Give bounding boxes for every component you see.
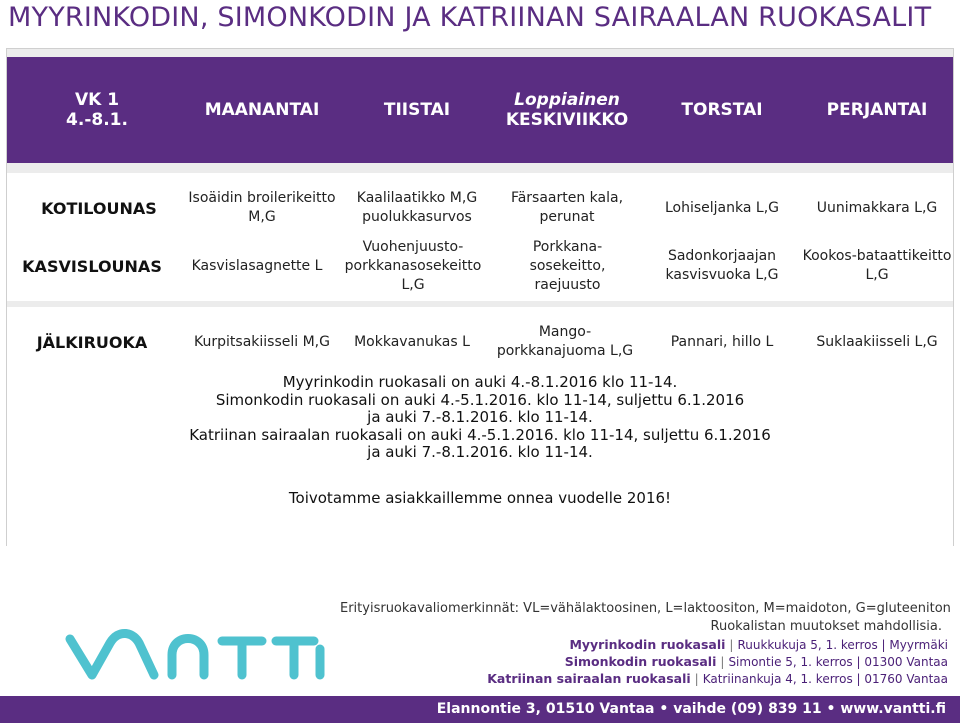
week-header [27, 57, 167, 163]
row-label: KOTILOUNAS [41, 198, 157, 218]
greeting: Toivotamme asiakkaillemme onnea vuodelle 2016! [288, 488, 672, 507]
menu-cell: Kasvislasagnette L [191, 257, 323, 274]
week-number: VK 1 [74, 90, 120, 110]
location-myyrinkoti: Myyrinkodin ruokasali | Ruukkukuja 5, 1. kerros | Myyrmäki [569, 637, 948, 652]
contact-bar [0, 696, 960, 723]
day-monday: MAANANTAI [204, 100, 320, 120]
menu-cell: Kookos-bataattikeitto L,G [802, 248, 952, 283]
row-label: KASVISLOUNAS [22, 256, 162, 276]
day-tuesday: TIISTAI [383, 100, 451, 120]
table-row-kasvislounas [7, 231, 953, 301]
menu-cell: Uunimakkara L,G [816, 199, 938, 216]
location-name: Katriinan sairaalan ruokasali [487, 671, 691, 686]
menu-cell: Sadonkorjaajan kasvisvuoka L,G [665, 248, 779, 283]
info-line: Katriinan sairaalan ruokasali on auki 4.-5.1.2016. klo 11-14, suljettu 6.1.2016 [189, 425, 771, 444]
menu-cell: Isoäidin broilerikeitto M,G [188, 190, 336, 225]
footer-notes [340, 600, 951, 636]
menu-cell: Mango-porkkanajuoma L,G [496, 324, 634, 359]
menu-cell: Pannari, hillo L [670, 333, 774, 350]
location-katriina: Katriinan sairaalan ruokasali | Katriinankuja 4, 1. kerros | 01760 Vantaa [487, 671, 948, 686]
row-label: JÄLKIRUOKA [36, 332, 148, 352]
change-note: Ruokalistan muutokset mahdollisia. [710, 619, 942, 634]
menu-cell: Kurpitsakiisseli M,G [194, 333, 330, 350]
holiday-label: Loppiainen [514, 90, 620, 110]
day-wednesday-cell [492, 57, 642, 163]
table-row-jalkiruoka [7, 307, 953, 377]
location-address: Simontie 5, 1. kerros | 01300 Vantaa [728, 655, 948, 669]
day-friday: PERJANTAI [826, 100, 928, 120]
location-address: Ruukkukuja 5, 1. kerros | Myyrmäki [737, 638, 948, 652]
menu-cell: Porkkana-sosekeitto, raejuusto [529, 238, 606, 293]
location-name: Simonkodin ruokasali [564, 654, 717, 669]
info-line: ja auki 7.-8.1.2016. klo 11-14. [367, 443, 593, 461]
opening-hours-info [7, 374, 953, 546]
menu-cell: Mokkavanukas L [354, 333, 470, 350]
menu-cell: Färsaarten kala, perunat [510, 190, 624, 225]
location-address: Katriinankuja 4, 1. kerros | 01760 Vantaa [702, 672, 948, 686]
contact-info: Elannontie 3, 01510 Vantaa • vaihde (09) 839 11 • www.vantti.fi [436, 701, 946, 717]
menu-table [6, 48, 954, 546]
menu-cell: Kaalilaatikko M,G puolukkasurvos [356, 190, 478, 225]
menu-cell: Vuohenjuusto-porkkanasosekeitto L,G [344, 238, 482, 293]
day-wednesday: KESKIVIIKKO [505, 110, 629, 130]
info-line: Myyrinkodin ruokasali on auki 4.-8.1.2016 klo 11-14. [282, 373, 678, 391]
day-thursday: TORSTAI [681, 100, 763, 120]
vantti-logo [62, 625, 330, 685]
menu-cell: Lohiseljanka L,G [664, 199, 779, 216]
diet-legend: Erityisruokavaliomerkinnät: VL=vähälaktoosinen, L=laktoositon, M=maidoton, G=gluteeniton [340, 601, 951, 616]
menu-cell: Suklaakiisseli L,G [816, 333, 938, 350]
week-dates: 4.-8.1. [66, 110, 128, 130]
location-simonkoti: Simonkodin ruokasali | Simontie 5, 1. kerros | 01300 Vantaa [564, 654, 948, 669]
info-line: Simonkodin ruokasali on auki 4.-5.1.2016. klo 11-14, suljettu 6.1.2016 [215, 390, 745, 409]
location-name: Myyrinkodin ruokasali [569, 637, 726, 652]
info-line: ja auki 7.-8.1.2016. klo 11-14. [367, 408, 593, 426]
page-title: MYYRINKODIN, SIMONKODIN JA KATRIINAN SAIRAALAN RUOKASALIT [8, 2, 932, 33]
table-header-row [7, 57, 953, 163]
